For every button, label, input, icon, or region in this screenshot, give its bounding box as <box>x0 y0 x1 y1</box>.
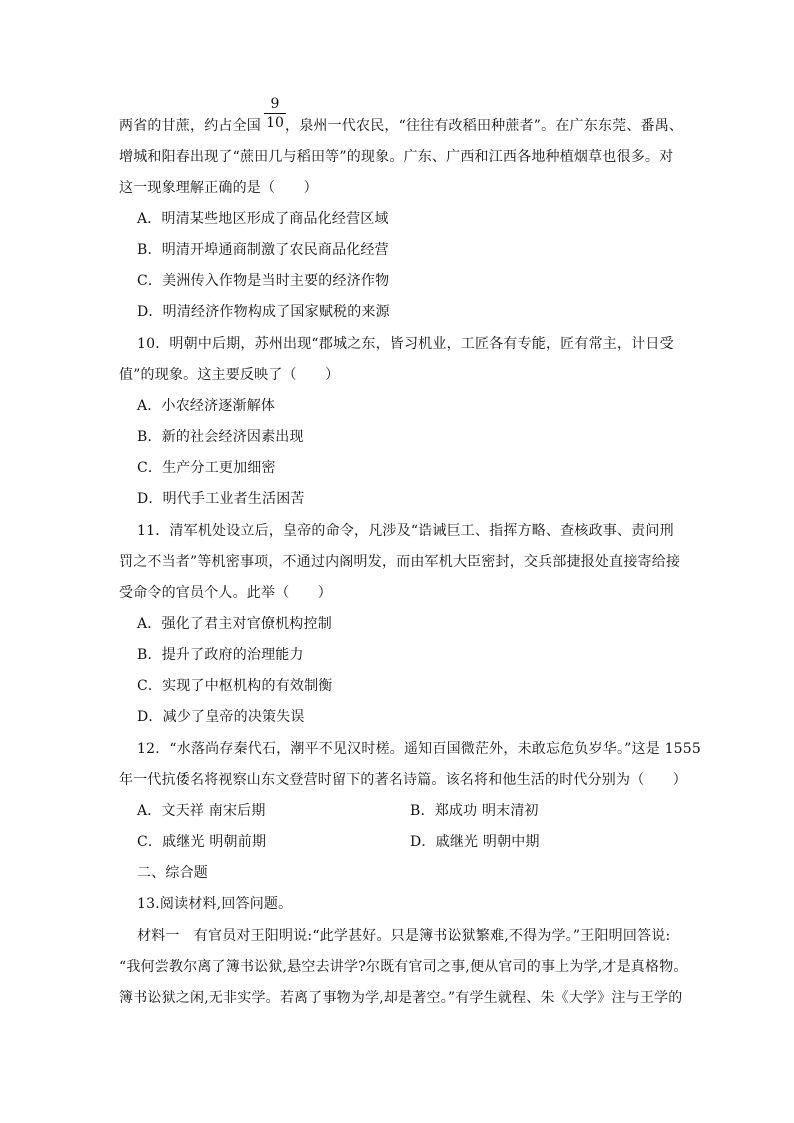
q11-line-2: 罚之不当者”等机密事项，不通过内阁明发，而由军机大臣密封，交兵部捷报处直接寄给接 <box>119 554 681 570</box>
q9-line-1b: ，泉州一代农民，“往往有改稻田种蔗者”。在广东东莞、番禺、 <box>285 118 684 134</box>
q13-line-3: “我何尝教尔离了簿书讼狱,悬空去讲学?尔既有官司之事,便从官司的事上为学,才是真格物。 <box>119 959 688 975</box>
q11-line-1: 11．清军机处设立后，皇帝的命令，凡涉及“诰诫巨工、指挥方略、查核政事、责问刑 <box>137 523 674 539</box>
q11-option-a[interactable]: A．强化了君主对官僚机构控制 <box>137 616 332 632</box>
q12-line-1: 12．“水落尚存秦代石，潮平不见汉时槎。遥知百国微茫外，未敢忘危负岁华。”这是 1555 <box>137 741 702 757</box>
q9-option-d[interactable]: D．明清经济作物构成了国家赋税的来源 <box>137 304 390 320</box>
q9-line-2: 增城和阳春出现了“蔗田几与稻田等”的现象。广东、广西和江西各地种植烟草也很多。对 <box>119 149 674 165</box>
fraction-numerator: 9 <box>270 96 280 112</box>
section-heading: 二、综合题 <box>137 865 208 881</box>
fraction-denominator: 10 <box>266 115 284 131</box>
q12-option-c[interactable]: C．戚继光 明朝前期 <box>137 834 267 850</box>
q9-option-b[interactable]: B．明清开埠通商制激了农民商品化经营 <box>137 242 389 258</box>
q11-line-3: 受命令的官员个人。此举（ ） <box>119 585 332 601</box>
q9-line-1 <box>119 116 683 136</box>
q13-line-2: 材料一 有官员对王阳明说:“此学甚好。只是簿书讼狱繁难,不得为学。”王阳明回答说: <box>137 928 671 944</box>
q9-line-1a: 两省的甘蔗，约占全国 <box>119 118 261 134</box>
q9-option-c[interactable]: C．美洲传入作物是当时主要的经济作物 <box>137 273 390 289</box>
q10-option-d[interactable]: D．明代手工业者生活困苦 <box>137 491 305 507</box>
q12-option-b[interactable]: B．郑成功 明末清初 <box>410 803 539 819</box>
q11-option-c[interactable]: C．实现了中枢机构的有效制衡 <box>137 678 333 694</box>
q13-line-4: 簿书讼狱之闲,无非实学。若离了事物为学,却是著空。”有学生就程、朱《大学》注与王学的 <box>119 990 683 1006</box>
q9-line-3: 这一现象理解正确的是（ ） <box>119 180 318 196</box>
q11-option-d[interactable]: D．减少了皇帝的决策失误 <box>137 709 305 725</box>
fraction-bar <box>264 113 286 114</box>
q9-option-a[interactable]: A．明清某些地区形成了商品化经营区域 <box>137 211 389 227</box>
q10-option-b[interactable]: B．新的社会经济因素出现 <box>137 429 304 445</box>
q13-line-1: 13.阅读材料,回答问题。 <box>137 896 293 912</box>
q12-option-a[interactable]: A．文天祥 南宋后期 <box>137 803 266 819</box>
q10-line-1: 10．明朝中后期，苏州出现“郡城之东，皆习机业，工匠各有专能，匠有常主，计日受 <box>137 336 674 352</box>
q10-option-a[interactable]: A．小农经济逐渐解体 <box>137 398 276 414</box>
q10-line-2: 值”的现象。这主要反映了（ ） <box>119 367 340 383</box>
q12-option-d[interactable]: D．戚继光 明朝中期 <box>410 834 540 850</box>
q11-option-b[interactable]: B．提升了政府的治理能力 <box>137 647 304 663</box>
q10-option-c[interactable]: C．生产分工更加细密 <box>137 460 276 476</box>
q12-line-2: 年一代抗倭名将视察山东文登营时留下的著名诗篇。该名将和他生活的时代分别为（ ） <box>119 772 687 788</box>
